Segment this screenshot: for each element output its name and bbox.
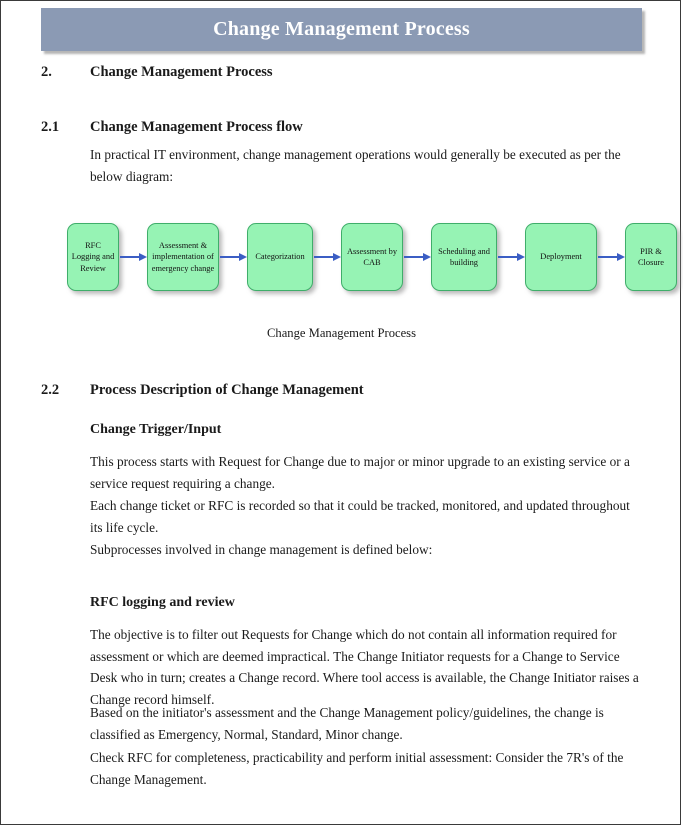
section-2-2-title: Process Description of Change Management [90,382,364,398]
section-2-number: 2. [41,64,52,80]
arrow-head [517,253,525,261]
flow-step-label: RFC Logging and Review [71,240,115,273]
arrow-line [220,256,239,258]
heading-section-2-2 [41,382,364,399]
rfc-logging-paragraph-3: Check RFC for completeness, practicability and perform initial assessment: Consider the 7R's of the Change Management. [90,750,624,787]
change-trigger-paragraph-2: Each change ticket or RFC is recorded so that it could be tracked, monitored, and updated throughout its life cycle. [90,498,630,535]
arrow-head [139,253,147,261]
flow-step-categorization[interactable] [247,223,313,291]
section-2-1-title: Change Management Process flow [90,119,303,135]
flow-step-label: Deployment [540,252,582,262]
arrow-line [120,256,139,258]
rfc-logging-heading: RFC logging and review [90,595,235,610]
flow-step-assessment-implementation-emergency-change[interactable] [147,223,219,291]
arrow-head [423,253,431,261]
heading-section-2-1 [41,119,303,136]
section-2-1-number: 2.1 [41,119,60,135]
section-2-title: Change Management Process [90,64,273,80]
rfc-logging-paragraph-2: Based on the initiator's assessment and the Change Management policy/guidelines, the change is classified as Emergency, Normal, Standard, Minor change. [90,705,604,742]
heading-section-2 [41,64,273,81]
section-2-1-intro-paragraph: In practical IT environment, change management operations would generally be executed as per the below diagram: [90,147,621,184]
flow-step-label: PIR & Closure [637,246,665,267]
arrow-line [404,256,423,258]
banner-title: Change Management Process [213,18,470,40]
arrow-line [498,256,517,258]
flow-arrow-icon-3 [313,252,341,262]
flow-step-assessment-by-cab[interactable] [341,223,403,291]
rfc-logging-paragraph-1: The objective is to filter out Requests for Change which do not contain all information required for assessment or which are deemed impractical. The Change Initiator requests for a Change to Service Desk who in turn; creates a Change record. Where tool access is available, the Change Initiator raises a Change record himself. [90,627,639,707]
arrow-head [617,253,625,261]
change-trigger-paragraph-1: This process starts with Request for Change due to major or minor upgrade to an existing service or a service request requiring a change. [90,454,630,491]
flow-step-label: Assessment & implementation of emergency change [151,240,215,273]
flow-step-pir-and-closure[interactable] [625,223,677,291]
arrow-head [333,253,341,261]
flow-step-label: Assessment by CAB [346,246,398,267]
flow-step-label: Scheduling and building [438,246,490,267]
flow-step-rfc-logging-and-review[interactable] [67,223,119,291]
process-flow-row [67,223,677,291]
flow-step-label: Categorization [255,252,305,262]
document-banner [41,8,642,51]
flow-step-scheduling-and-building[interactable] [431,223,497,291]
change-trigger-paragraph-3: Subprocesses involved in change management is defined below: [90,542,433,557]
arrow-head [239,253,247,261]
flow-arrow-icon-5 [497,252,525,262]
change-trigger-heading: Change Trigger/Input [90,422,222,437]
flow-arrow-icon-4 [403,252,431,262]
flow-step-deployment[interactable] [525,223,597,291]
flow-arrow-icon-1 [119,252,147,262]
arrow-line [314,256,333,258]
arrow-line [598,256,617,258]
process-flow-diagram [1,213,682,308]
flow-arrow-icon-2 [219,252,247,262]
flow-arrow-icon-6 [597,252,625,262]
section-2-2-number: 2.2 [41,382,60,398]
diagram-caption: Change Management Process [267,326,416,340]
